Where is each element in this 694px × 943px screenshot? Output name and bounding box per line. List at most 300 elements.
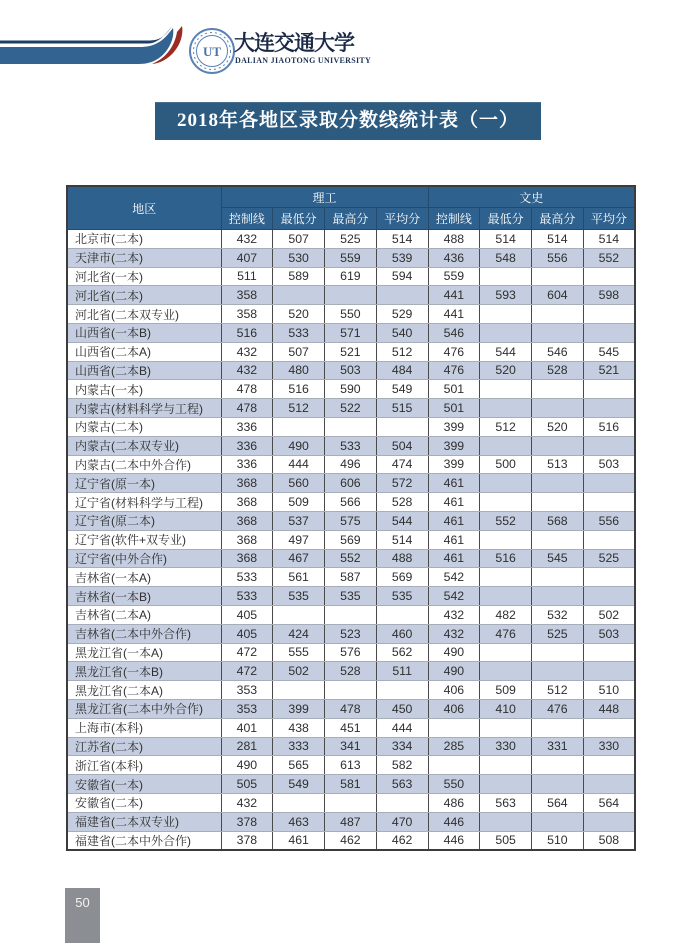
table-row (67, 793, 635, 812)
score-cell (583, 305, 635, 324)
score-cell (532, 399, 584, 418)
score-cell: 516 (583, 417, 635, 436)
score-cell: 378 (221, 831, 273, 850)
score-cell: 535 (273, 587, 325, 606)
score-cell (583, 812, 635, 831)
score-cell: 486 (428, 793, 480, 812)
score-cell (480, 812, 532, 831)
subheader-art-avg-score: 平均分 (583, 208, 635, 230)
score-cell (480, 399, 532, 418)
score-cell: 405 (221, 624, 273, 643)
region-cell: 黑龙江省(一本B) (67, 662, 221, 681)
score-cell (532, 718, 584, 737)
region-cell: 辽宁省(材料科学与工程) (67, 493, 221, 512)
subheader-sci-max-score: 最高分 (325, 208, 377, 230)
score-cell: 336 (221, 417, 273, 436)
score-cell: 528 (325, 662, 377, 681)
score-cell: 478 (221, 380, 273, 399)
page-title: 2018年各地区录取分数线统计表（一） (155, 102, 541, 140)
score-cell: 520 (480, 361, 532, 380)
page-number: 50 (75, 895, 90, 910)
table-row (67, 267, 635, 286)
score-cell: 533 (325, 436, 377, 455)
score-cell: 472 (221, 662, 273, 681)
score-cell (583, 568, 635, 587)
table-row (67, 361, 635, 380)
score-cell: 502 (583, 605, 635, 624)
subheader-sci-avg-score: 平均分 (376, 208, 428, 230)
score-cell: 358 (221, 286, 273, 305)
score-cell: 401 (221, 718, 273, 737)
region-cell: 黑龙江省(二本中外合作) (67, 699, 221, 718)
header-swoosh-graphic (0, 0, 200, 80)
score-cell: 441 (428, 286, 480, 305)
score-cell: 399 (428, 455, 480, 474)
score-cell (583, 436, 635, 455)
score-cell (583, 587, 635, 606)
score-cell: 480 (273, 361, 325, 380)
score-cell (273, 286, 325, 305)
score-cell: 604 (532, 286, 584, 305)
table-row (67, 342, 635, 361)
score-table-body (67, 230, 635, 850)
score-cell (583, 530, 635, 549)
score-cell: 550 (325, 305, 377, 324)
subheader-art-max-score: 最高分 (532, 208, 584, 230)
score-cell (532, 568, 584, 587)
score-cell: 613 (325, 756, 377, 775)
score-cell: 546 (532, 342, 584, 361)
score-cell: 598 (583, 286, 635, 305)
table-row (67, 436, 635, 455)
score-cell: 476 (532, 699, 584, 718)
score-cell: 546 (428, 323, 480, 342)
score-cell: 502 (273, 662, 325, 681)
table-row (67, 323, 635, 342)
score-cell (532, 643, 584, 662)
score-cell (480, 305, 532, 324)
score-cell (480, 380, 532, 399)
score-cell: 436 (428, 248, 480, 267)
score-cell: 378 (221, 812, 273, 831)
score-cell (480, 436, 532, 455)
score-cell: 552 (480, 511, 532, 530)
score-cell: 530 (273, 248, 325, 267)
score-cell (480, 587, 532, 606)
score-cell: 424 (273, 624, 325, 643)
score-cell: 533 (273, 323, 325, 342)
score-cell: 490 (428, 643, 480, 662)
table-row (67, 474, 635, 493)
university-name-en: DALIAN JIAOTONG UNIVERSITY (235, 56, 372, 65)
score-cell: 512 (532, 681, 584, 700)
score-cell: 520 (273, 305, 325, 324)
score-cell: 399 (273, 699, 325, 718)
score-table (66, 185, 636, 851)
score-cell (480, 323, 532, 342)
score-cell: 461 (428, 530, 480, 549)
score-cell: 444 (273, 455, 325, 474)
score-cell: 511 (376, 662, 428, 681)
score-cell: 555 (273, 643, 325, 662)
score-cell: 461 (273, 831, 325, 850)
score-cell: 542 (428, 587, 480, 606)
score-cell: 540 (376, 323, 428, 342)
score-cell: 368 (221, 549, 273, 568)
region-cell: 北京市(二本) (67, 230, 221, 249)
score-cell (273, 605, 325, 624)
score-cell: 563 (480, 793, 532, 812)
table-row (67, 530, 635, 549)
score-cell: 501 (428, 380, 480, 399)
score-cell: 559 (428, 267, 480, 286)
university-logo (188, 27, 236, 75)
score-cell: 525 (583, 549, 635, 568)
score-cell (532, 493, 584, 512)
score-cell: 505 (480, 831, 532, 850)
score-cell: 533 (221, 587, 273, 606)
score-cell: 510 (583, 681, 635, 700)
score-cell: 565 (273, 756, 325, 775)
score-cell: 594 (376, 267, 428, 286)
score-cell: 281 (221, 737, 273, 756)
score-cell: 544 (376, 511, 428, 530)
score-cell (376, 605, 428, 624)
score-cell: 564 (583, 793, 635, 812)
table-row (67, 812, 635, 831)
score-cell: 330 (583, 737, 635, 756)
score-cell: 500 (480, 455, 532, 474)
score-cell: 405 (221, 605, 273, 624)
score-cell: 544 (480, 342, 532, 361)
score-cell: 545 (583, 342, 635, 361)
score-cell: 533 (221, 568, 273, 587)
score-cell: 432 (221, 342, 273, 361)
score-cell (428, 718, 480, 737)
score-cell: 575 (325, 511, 377, 530)
region-cell: 辽宁省(软件+双专业) (67, 530, 221, 549)
region-cell: 浙江省(本科) (67, 756, 221, 775)
score-cell: 606 (325, 474, 377, 493)
score-cell (532, 530, 584, 549)
score-cell (325, 681, 377, 700)
score-cell (325, 605, 377, 624)
score-cell: 451 (325, 718, 377, 737)
score-cell: 542 (428, 568, 480, 587)
score-cell: 461 (428, 493, 480, 512)
score-cell: 516 (480, 549, 532, 568)
score-cell (376, 417, 428, 436)
score-cell: 581 (325, 775, 377, 794)
subheader-art-control-line: 控制线 (428, 208, 480, 230)
score-cell: 508 (583, 831, 635, 850)
score-cell: 545 (532, 549, 584, 568)
region-cell: 内蒙古(二本中外合作) (67, 455, 221, 474)
score-cell: 476 (428, 342, 480, 361)
score-cell (583, 718, 635, 737)
score-cell: 503 (325, 361, 377, 380)
score-cell: 446 (428, 831, 480, 850)
table-row (67, 775, 635, 794)
score-cell (273, 793, 325, 812)
subheader-art-min-score: 最低分 (480, 208, 532, 230)
score-cell: 461 (428, 511, 480, 530)
score-cell: 566 (325, 493, 377, 512)
subheader-sci-control-line: 控制线 (221, 208, 273, 230)
score-cell: 535 (325, 587, 377, 606)
score-cell: 461 (428, 549, 480, 568)
score-cell: 529 (376, 305, 428, 324)
score-cell: 525 (325, 230, 377, 249)
score-cell: 496 (325, 455, 377, 474)
region-cell: 河北省(一本) (67, 267, 221, 286)
score-cell: 505 (221, 775, 273, 794)
table-row (67, 493, 635, 512)
score-cell: 474 (376, 455, 428, 474)
score-cell: 331 (532, 737, 584, 756)
table-row (67, 624, 635, 643)
score-cell (480, 643, 532, 662)
score-cell: 514 (376, 530, 428, 549)
score-cell: 406 (428, 681, 480, 700)
score-cell (532, 305, 584, 324)
score-cell (583, 380, 635, 399)
score-cell (532, 756, 584, 775)
score-cell: 548 (480, 248, 532, 267)
score-cell: 432 (428, 624, 480, 643)
score-cell: 562 (376, 643, 428, 662)
score-cell: 569 (376, 568, 428, 587)
region-cell: 内蒙古(材料科学与工程) (67, 399, 221, 418)
score-cell: 446 (428, 812, 480, 831)
score-cell: 368 (221, 530, 273, 549)
score-cell (583, 493, 635, 512)
score-cell: 535 (376, 587, 428, 606)
score-cell: 556 (532, 248, 584, 267)
score-cell: 441 (428, 305, 480, 324)
score-cell: 560 (273, 474, 325, 493)
score-cell: 516 (221, 323, 273, 342)
column-header-region: 地区 (67, 186, 221, 230)
region-cell: 黑龙江省(二本A) (67, 681, 221, 700)
score-cell: 521 (325, 342, 377, 361)
region-cell: 辽宁省(原一本) (67, 474, 221, 493)
score-cell: 432 (221, 230, 273, 249)
score-cell: 358 (221, 305, 273, 324)
score-cell: 593 (480, 286, 532, 305)
region-cell: 内蒙古(一本) (67, 380, 221, 399)
score-cell: 552 (325, 549, 377, 568)
score-cell (532, 436, 584, 455)
score-cell: 510 (532, 831, 584, 850)
group-header-arts: 文史 (428, 186, 635, 208)
score-cell: 368 (221, 474, 273, 493)
score-cell: 514 (376, 230, 428, 249)
score-cell: 432 (428, 605, 480, 624)
subheader-sci-min-score: 最低分 (273, 208, 325, 230)
table-row (67, 643, 635, 662)
score-cell: 482 (480, 605, 532, 624)
score-cell: 460 (376, 624, 428, 643)
score-cell (376, 793, 428, 812)
score-cell: 528 (376, 493, 428, 512)
score-cell: 476 (428, 361, 480, 380)
region-cell: 河北省(二本双专业) (67, 305, 221, 324)
score-cell: 488 (376, 549, 428, 568)
score-cell: 336 (221, 436, 273, 455)
score-cell: 539 (376, 248, 428, 267)
score-cell: 590 (325, 380, 377, 399)
score-cell: 488 (428, 230, 480, 249)
score-cell: 399 (428, 436, 480, 455)
score-cell (376, 286, 428, 305)
score-cell (480, 718, 532, 737)
table-row (67, 699, 635, 718)
score-cell: 432 (221, 793, 273, 812)
score-cell (480, 493, 532, 512)
region-cell: 安徽省(二本) (67, 793, 221, 812)
score-cell (480, 530, 532, 549)
score-cell: 407 (221, 248, 273, 267)
score-cell: 450 (376, 699, 428, 718)
score-cell: 432 (221, 361, 273, 380)
score-cell: 463 (273, 812, 325, 831)
logo-monogram: UT (202, 44, 222, 59)
score-cell: 509 (273, 493, 325, 512)
score-cell: 549 (376, 380, 428, 399)
score-cell (583, 267, 635, 286)
score-cell: 462 (325, 831, 377, 850)
score-cell (480, 267, 532, 286)
score-cell: 484 (376, 361, 428, 380)
score-cell: 564 (532, 793, 584, 812)
table-row (67, 286, 635, 305)
score-cell: 470 (376, 812, 428, 831)
score-cell (480, 568, 532, 587)
score-cell: 330 (480, 737, 532, 756)
score-cell (376, 681, 428, 700)
score-cell: 503 (583, 455, 635, 474)
table-row (67, 417, 635, 436)
score-cell: 572 (376, 474, 428, 493)
score-cell (480, 474, 532, 493)
score-cell (480, 775, 532, 794)
score-cell (532, 267, 584, 286)
score-cell: 285 (428, 737, 480, 756)
score-cell: 490 (221, 756, 273, 775)
score-cell: 589 (273, 267, 325, 286)
score-cell: 501 (428, 399, 480, 418)
score-cell (532, 775, 584, 794)
score-cell: 521 (583, 361, 635, 380)
score-cell: 522 (325, 399, 377, 418)
region-cell: 吉林省(二本A) (67, 605, 221, 624)
group-header-science: 理工 (221, 186, 428, 208)
score-cell: 368 (221, 511, 273, 530)
score-cell: 514 (583, 230, 635, 249)
region-cell: 上海市(本科) (67, 718, 221, 737)
table-row (67, 380, 635, 399)
table-row (67, 511, 635, 530)
university-name-cn: 大连交通大学 (234, 31, 354, 55)
score-cell: 368 (221, 493, 273, 512)
score-cell: 515 (376, 399, 428, 418)
score-cell: 569 (325, 530, 377, 549)
score-cell: 561 (273, 568, 325, 587)
score-cell (532, 812, 584, 831)
score-cell (273, 681, 325, 700)
table-row (67, 605, 635, 624)
region-cell: 安徽省(一本) (67, 775, 221, 794)
score-cell (480, 756, 532, 775)
score-cell: 504 (376, 436, 428, 455)
score-cell: 619 (325, 267, 377, 286)
score-cell: 438 (273, 718, 325, 737)
score-cell: 556 (583, 511, 635, 530)
swoosh-thin-line (0, 26, 172, 44)
score-cell: 336 (221, 455, 273, 474)
score-cell: 516 (273, 380, 325, 399)
score-cell (583, 323, 635, 342)
score-cell (583, 756, 635, 775)
swoosh-band (0, 28, 173, 64)
score-cell: 513 (532, 455, 584, 474)
score-cell (532, 380, 584, 399)
score-cell: 509 (480, 681, 532, 700)
region-cell: 河北省(二本) (67, 286, 221, 305)
score-cell: 523 (325, 624, 377, 643)
region-cell: 辽宁省(原二本) (67, 511, 221, 530)
region-cell: 福建省(二本双专业) (67, 812, 221, 831)
score-cell: 511 (221, 267, 273, 286)
score-cell (325, 793, 377, 812)
table-row (67, 662, 635, 681)
score-cell: 467 (273, 549, 325, 568)
table-row (67, 399, 635, 418)
score-cell (532, 474, 584, 493)
score-cell: 472 (221, 643, 273, 662)
score-cell (325, 286, 377, 305)
score-cell: 487 (325, 812, 377, 831)
score-cell (428, 756, 480, 775)
score-cell: 444 (376, 718, 428, 737)
region-cell: 福建省(二本中外合作) (67, 831, 221, 850)
score-cell (583, 399, 635, 418)
score-cell: 512 (480, 417, 532, 436)
score-cell: 341 (325, 737, 377, 756)
score-cell: 399 (428, 417, 480, 436)
region-cell: 吉林省(一本A) (67, 568, 221, 587)
score-cell: 478 (221, 399, 273, 418)
table-row (67, 305, 635, 324)
score-cell: 520 (532, 417, 584, 436)
score-cell: 462 (376, 831, 428, 850)
score-cell (273, 417, 325, 436)
score-cell: 514 (480, 230, 532, 249)
score-cell: 497 (273, 530, 325, 549)
score-cell: 333 (273, 737, 325, 756)
score-cell (480, 662, 532, 681)
score-cell (532, 662, 584, 681)
table-row (67, 587, 635, 606)
table-row (67, 230, 635, 249)
table-row (67, 455, 635, 474)
region-cell: 山西省(二本A) (67, 342, 221, 361)
score-cell: 550 (428, 775, 480, 794)
table-row (67, 737, 635, 756)
score-cell: 503 (583, 624, 635, 643)
score-cell (532, 323, 584, 342)
